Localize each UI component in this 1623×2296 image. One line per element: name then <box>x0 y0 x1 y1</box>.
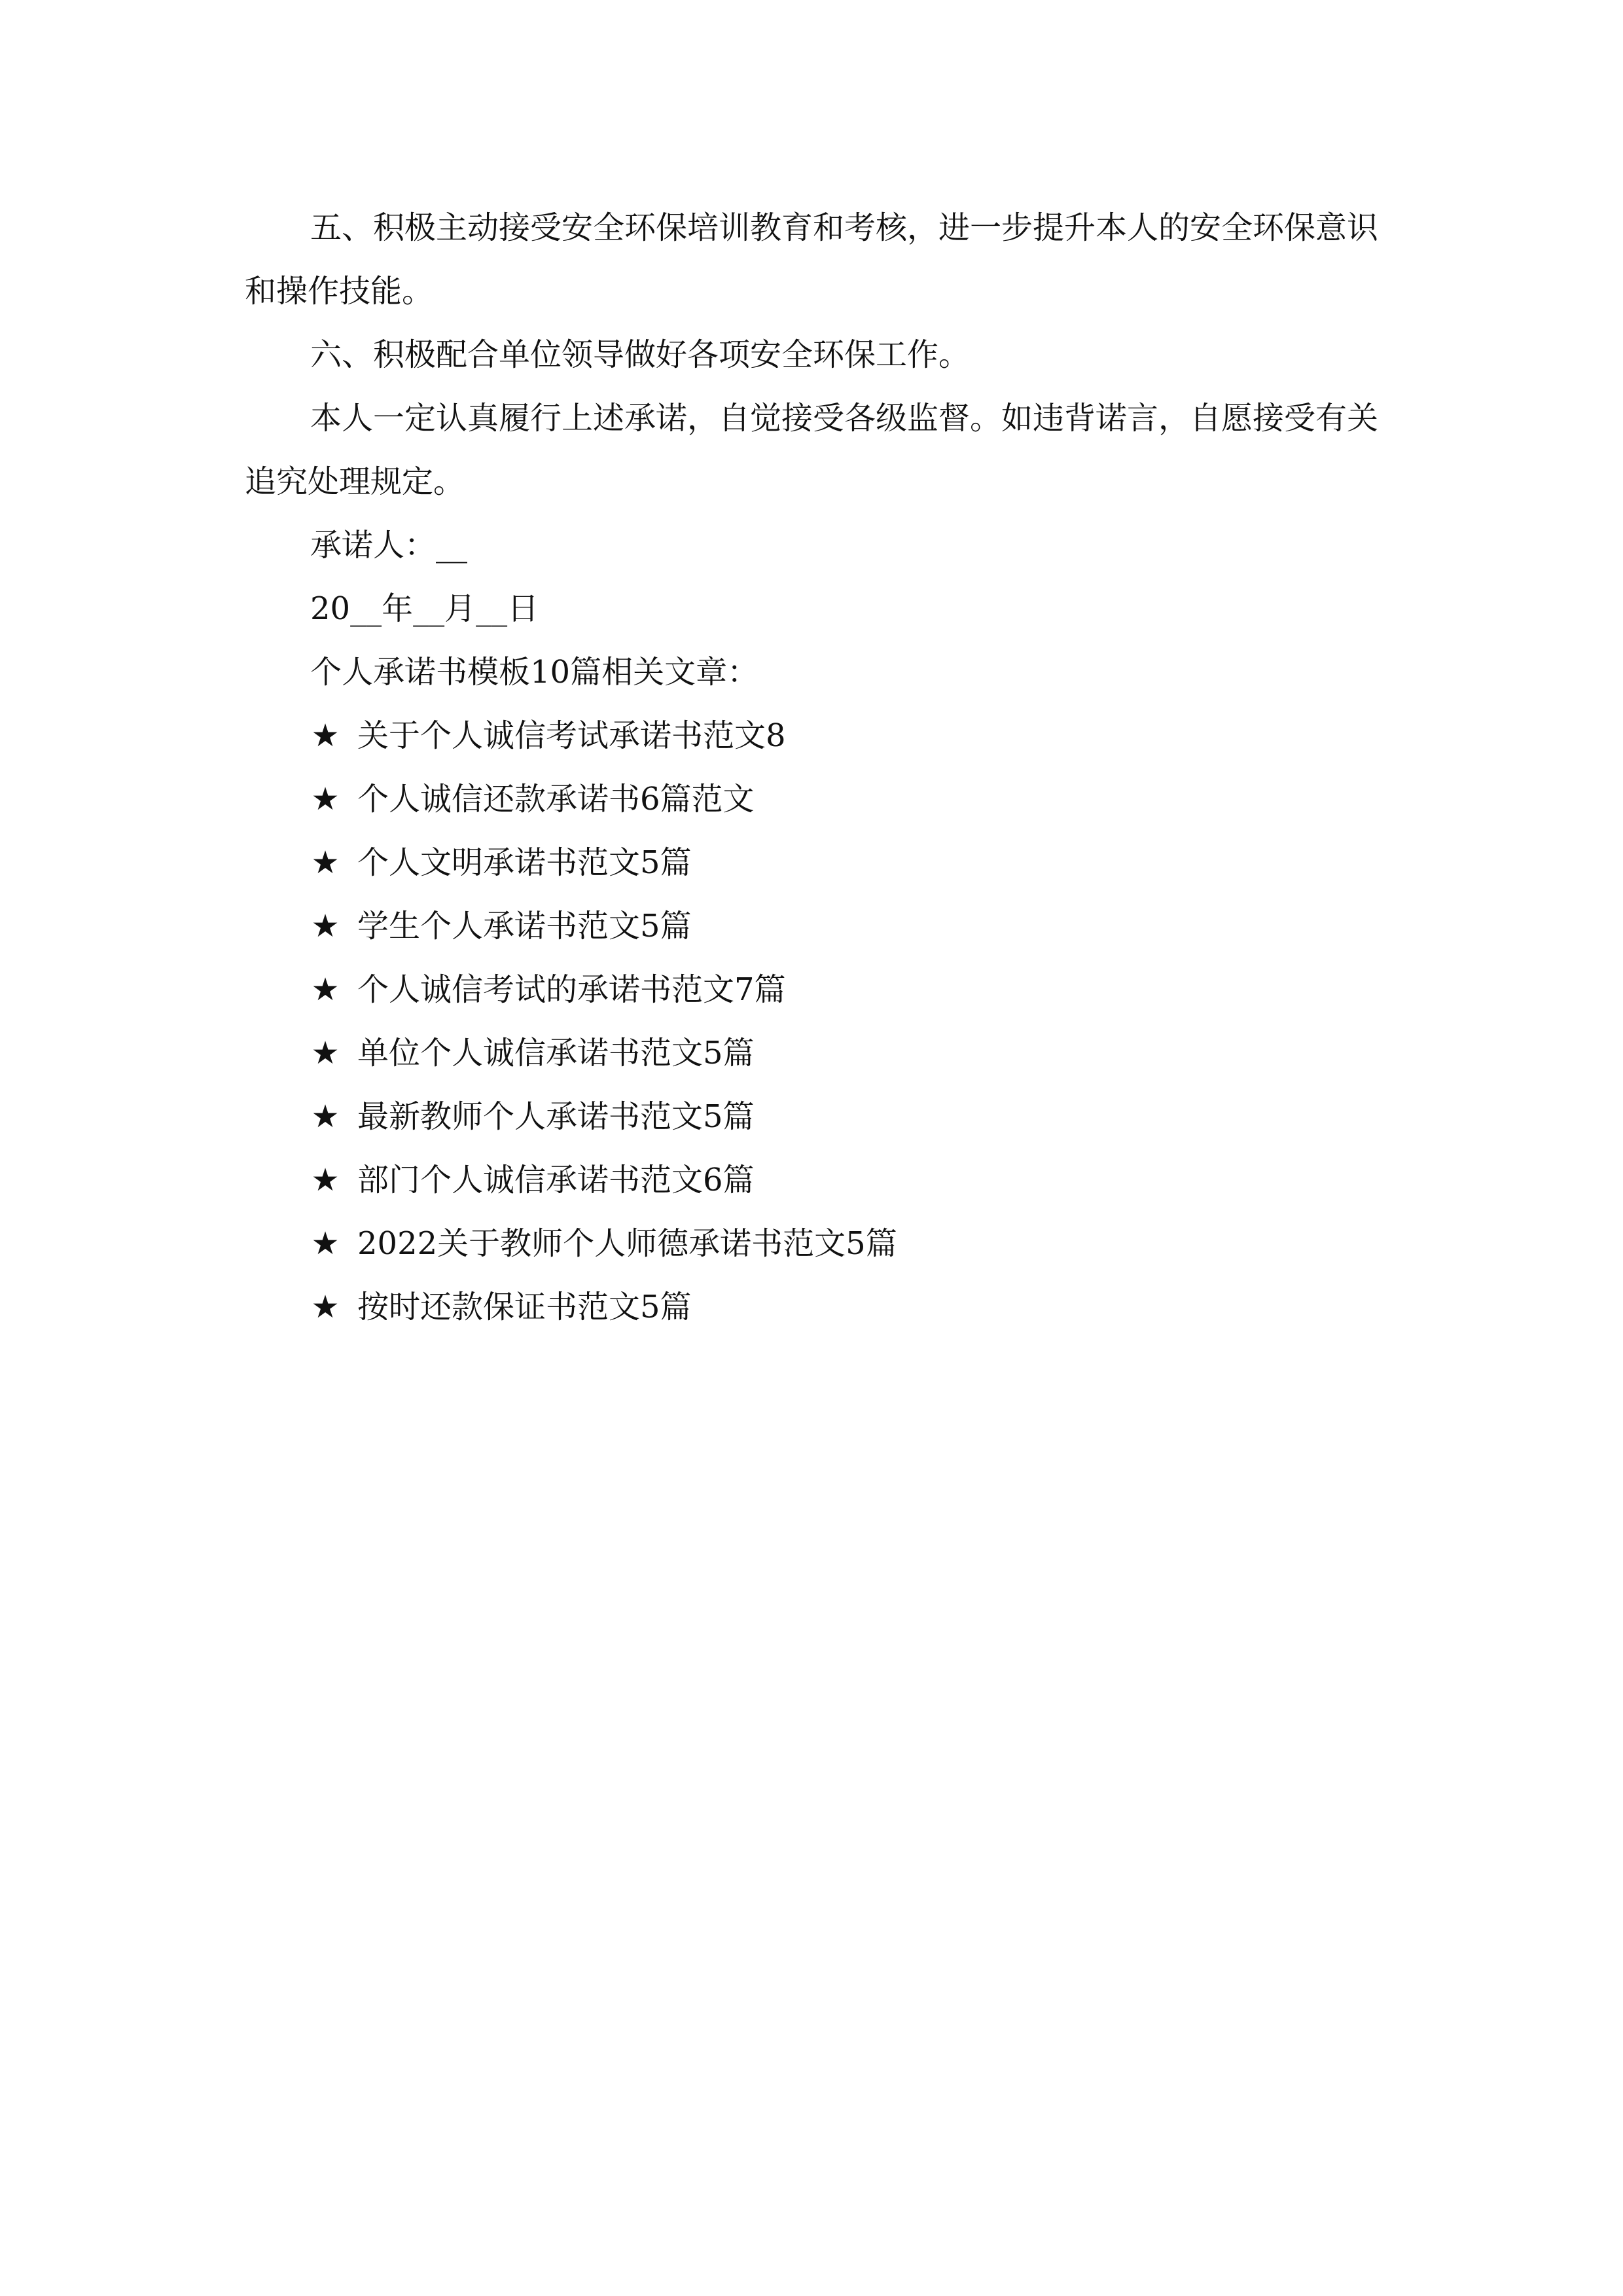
list-item[interactable] <box>310 704 1381 768</box>
paragraph-five: 五、积极主动接受安全环保培训教育和考核，进一步提升本人的安全环保意识和操作技能。 <box>245 209 1379 310</box>
paragraph-six: 六、积极配合单位领导做好各项安全环保工作。 <box>310 336 971 373</box>
related-article-link[interactable]: 部门个人诚信承诺书范文6篇 <box>357 1162 755 1198</box>
star-icon: ★ <box>311 908 340 944</box>
list-item[interactable] <box>310 1212 1381 1276</box>
related-article-link[interactable]: 个人诚信考试的承诺书范文7篇 <box>357 971 786 1008</box>
related-article-link[interactable]: 单位个人诚信承诺书范文5篇 <box>357 1035 755 1071</box>
list-item[interactable] <box>310 768 1381 831</box>
list-item[interactable] <box>310 895 1381 958</box>
star-icon: ★ <box>311 1035 340 1071</box>
date-line: 20__年__月__日 <box>310 590 539 627</box>
list-item[interactable] <box>310 1085 1381 1149</box>
list-item[interactable] <box>310 958 1381 1022</box>
list-item[interactable] <box>310 1276 1381 1339</box>
list-item[interactable] <box>310 831 1381 895</box>
star-icon: ★ <box>311 781 340 817</box>
list-item[interactable] <box>310 1022 1381 1085</box>
related-article-link[interactable]: 按时还款保证书范文5篇 <box>357 1289 692 1325</box>
star-icon: ★ <box>311 1098 340 1135</box>
related-article-link[interactable]: 学生个人承诺书范文5篇 <box>357 908 692 944</box>
related-heading: 个人承诺书模板10篇相关文章： <box>310 654 759 691</box>
star-icon: ★ <box>311 1162 340 1198</box>
related-article-link[interactable]: 最新教师个人承诺书范文5篇 <box>357 1098 755 1135</box>
related-article-link[interactable]: 2022关于教师个人师德承诺书范文5篇 <box>357 1225 897 1262</box>
star-icon: ★ <box>311 1225 340 1262</box>
related-articles-list <box>245 704 1381 1339</box>
list-item[interactable] <box>310 1149 1381 1212</box>
star-icon: ★ <box>311 971 340 1008</box>
document-body <box>245 196 1381 1339</box>
related-article-link[interactable]: 个人诚信还款承诺书6篇范文 <box>357 781 755 817</box>
signature-line: 承诺人：__ <box>310 527 468 564</box>
star-icon: ★ <box>311 1289 340 1325</box>
related-article-link[interactable]: 关于个人诚信考试承诺书范文8 <box>357 717 786 754</box>
star-icon: ★ <box>311 717 340 754</box>
star-icon: ★ <box>311 844 340 881</box>
paragraph-commitment: 本人一定认真履行上述承诺，自觉接受各级监督。如违背诺言，自愿接受有关追究处理规定。 <box>245 400 1379 500</box>
related-article-link[interactable]: 个人文明承诺书范文5篇 <box>357 844 692 881</box>
